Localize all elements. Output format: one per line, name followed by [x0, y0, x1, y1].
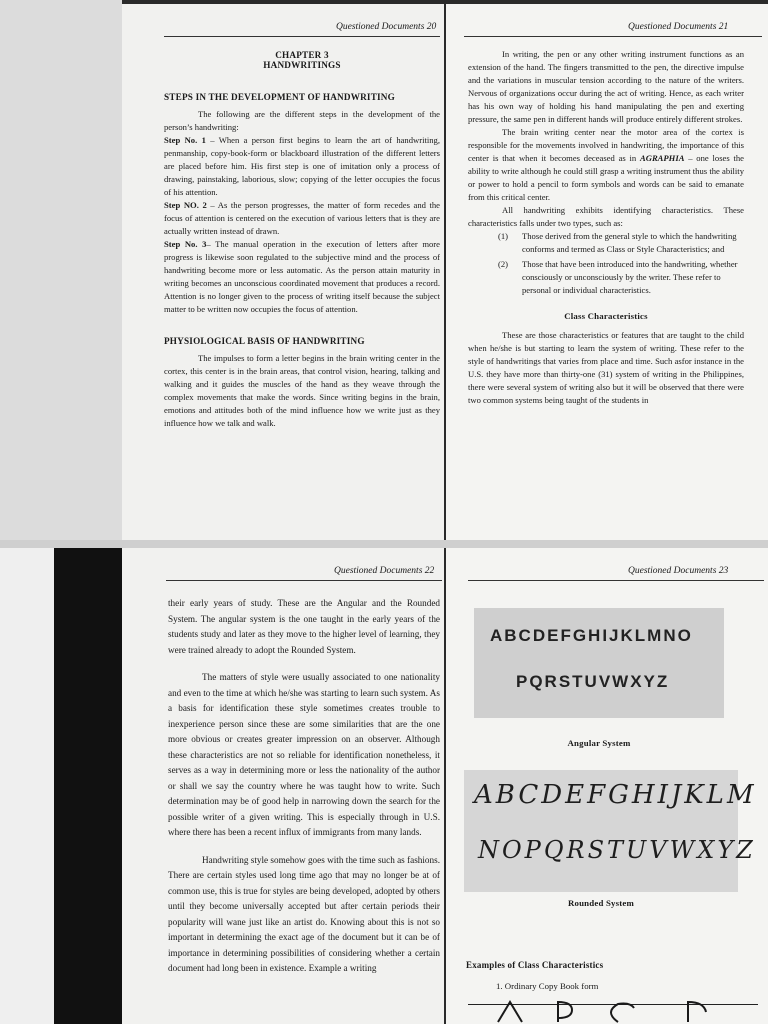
angular-system-figure: [474, 608, 724, 718]
paragraph: These are those characteristics or features that are taught to the child when he/she is but starting to learn the system of writing. These refer to the style of handwritings that varies from place and time. Such asfor instance in the U.S. they have more than thirty-one (31) system of writing in the Philippines, there were several system of writing also but it will be observed that there were two common systems being taught of the students in: [468, 330, 744, 405]
paragraph: [468, 126, 744, 204]
figure-caption: Angular System: [567, 738, 631, 748]
paragraph-text: The brain writing center near the motor area of the cortex is responsible for the movements involved in handwriting, the importance of this center is that when it becomes deceased as in: [468, 127, 744, 163]
angular-alphabet-row: PQRSTUVWXYZ: [516, 672, 670, 691]
agraphia-term: AGRAPHIA: [640, 153, 685, 163]
figure-caption: Rounded System: [567, 898, 635, 908]
paragraph: The following are the different steps in the development of the person’s handwriting:: [164, 109, 440, 132]
chapter-title: HANDWRITINGS: [263, 60, 341, 70]
page-header: Questioned Documents 21: [628, 22, 729, 32]
step-3: [164, 238, 440, 316]
list-item: [498, 230, 744, 256]
paragraph: The impulses to form a letter begins in the brain writing center in the cortex, this center is in the brain areas, that control vision, hearing, talking and walking and it guides the muscles of the hand as they weave through the complex movements that make the words. Since writing begins in the brain, emotions and attitudes both of the mind influence how we write just as they influence how we talk and walk.: [164, 353, 440, 428]
scan-gap: [0, 540, 768, 548]
step-text: – As the person progresses, the matter of form recedes and the focus of attention is centered on the execution of various letters that is they are actually written instead of drawn.: [164, 200, 440, 236]
paragraph: All handwriting exhibits identifying characteristics. These characteristics falls under two types, such as:: [468, 205, 744, 228]
page-header: Questioned Documents 22: [334, 566, 435, 576]
step-label: Step No. 3: [164, 239, 207, 249]
paragraph: Handwriting style somehow goes with the time such as fashions. There are certain styles used long time ago that may no longer be at of common use, this is true for styles are being developed, adopted by others until they become universally accepted but after certain periods their popularity will wane just like an artist do. Knowing about this is not so important in determining the exact age of the document but it can be of importance in determining possibilities of considering whether a certain document had long been in existence. Example a writing: [168, 854, 440, 973]
paragraph: their early years of study. These are the Angular and the Rounded System. The angular system is the one taught in the early years of the students study and later as they move to the higher level of learning, they were trained already to adopt the Rounded System.: [168, 598, 440, 655]
page-22: [122, 548, 444, 1024]
rounded-system-figure: [464, 770, 757, 892]
scan-margin-bottom-dark: [54, 548, 122, 1024]
paragraph-text: – one loses the ability to write although he could still grasp a writing instrument thus the ability or power to hold a pencil to form symbols and words can be said to emanate from this critical center.: [468, 153, 744, 202]
step-label: Step NO. 2: [164, 200, 207, 210]
list-number: (2): [498, 259, 509, 269]
step-text: – The manual operation in the execution of letters after more progress is likewise soon regulated to the subjective mind and the process of handwriting become more or less automatic. As the person attain maturity in writing becomes an unconscious coordinated movement that produces a record. Attention is no longer given to the process of writing itself because the subject matter to be written now occupies the focus of attention.: [164, 239, 440, 314]
header-rule: [464, 36, 762, 37]
copybook-script-sample: [468, 996, 758, 1024]
rounded-alphabet-row: NOPQRSTUVWXYZ: [478, 836, 756, 864]
page-20: [122, 4, 444, 540]
page-23: [446, 548, 768, 1024]
header-rule: [164, 36, 440, 37]
step-label: Step No. 1: [164, 135, 206, 145]
list-text: Those derived from the general style to which the handwriting conforms and termed as Class or Style Characteristics; and: [522, 231, 737, 254]
list-number: (1): [498, 231, 509, 241]
list-item: [498, 258, 744, 297]
list-text: Those that have been introduced into the handwriting, whether consciously or unconsciously by the writer. These refer to personal or individual characteristics.: [522, 259, 738, 295]
page-header: Questioned Documents 20: [336, 22, 437, 32]
page-21: [446, 4, 768, 540]
page-header: Questioned Documents 23: [628, 566, 729, 576]
section-title: PHYSIOLOGICAL BASIS OF HANDWRITING: [164, 336, 365, 346]
step-2: [164, 199, 440, 238]
step-1: [164, 134, 440, 199]
characteristics-list: [468, 230, 744, 297]
examples-title: Examples of Class Characteristics: [466, 960, 604, 970]
chapter-number: CHAPTER 3: [275, 50, 329, 60]
examples-item: 1. Ordinary Copy Book form: [496, 981, 599, 991]
rounded-alphabet-row: ABCDEFGHIJKLM: [474, 780, 757, 810]
section-title: STEPS IN THE DEVELOPMENT OF HANDWRITING: [164, 92, 395, 102]
paragraph: The matters of style were usually associated to one nationality and even to the time at which he/she was starting to learn such system. As a basis for identification these style sometimes creates trouble to inexperience person since these are some similarities that are the one more obvious or creates greater impression on an observer. Although these characteristics are not so reliable for identification nonetheless, it serves as a way in determining more or less the nationality of the author or shall we say the country where he was taught how to write. Such determination may be of good help in narrowing down the search for the possible writer of a given writing. This is especially through in U.S. where there has been a recent influx of immigrants from many lands.: [168, 672, 440, 837]
header-rule: [468, 580, 764, 581]
header-rule: [166, 580, 442, 581]
step-text: – When a person first begins to learn the art of handwriting, penmanship, copy-book-form or blackboard illustration of the different letters are placed before him. His first step is one of imitation only a process of drawing, painstaking, laborious, slow; copying of the letter occupies the focus of his attention.: [164, 135, 440, 197]
scan-margin-bottom-light: [0, 548, 54, 1024]
angular-alphabet-row: ABCDEFGHIJKLMNO: [490, 626, 693, 645]
paragraph: In writing, the pen or any other writing instrument functions as an extension of the hand. The fingers transmitted to the pen, the directive impulse and the variations in muscular tension according to the nature of the writers. Nervous of organizations occur during the act of writing. Hence, as each writer has his own way of holding his hand manipulating the pen and exerting pressure, the same pen in different hands will produce entirely different strokes.: [468, 49, 744, 124]
subsection-title: Class Characteristics: [564, 311, 648, 321]
